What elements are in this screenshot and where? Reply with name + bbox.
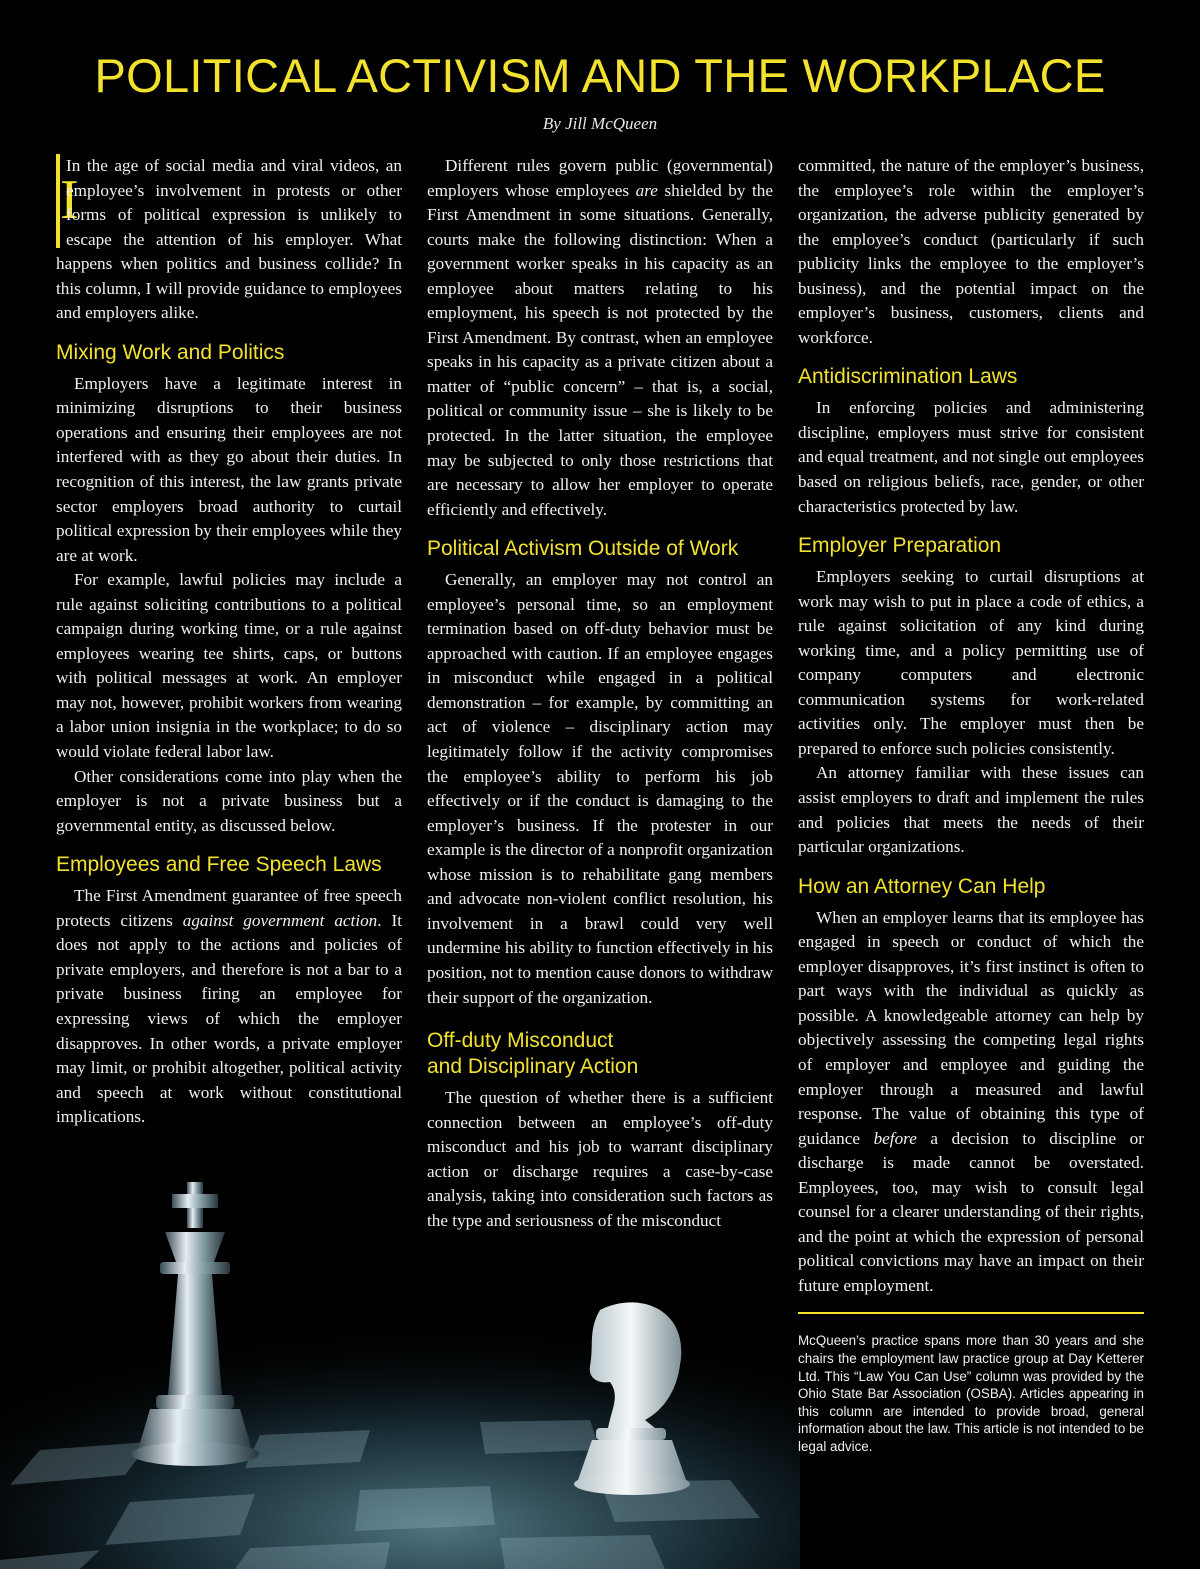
column-1: [56, 154, 402, 1130]
heading-antidiscrimination: Antidiscrimination Laws: [798, 365, 1018, 389]
heading-activism-outside: Political Activism Outside of Work: [427, 537, 739, 561]
text-run: When an employer learns that its employee has engaged in speech or conduct of which the employer disapproves, it’s first instinct is often to part ways with the individual as quickly as possible. A knowledgeable attorney can help by objectively assessing the competing legal rights of employer and employee and guiding the employer through a measured and lawful response. The value of obtaining this type of guidance: [798, 907, 1144, 1148]
paragraph: [427, 154, 773, 522]
paragraph: In enforcing policies and administering discipline, employers must strive for consistent and equal treatment, and not single out employees based on religious beliefs, race, gender, or other characteristics protected by law.: [798, 398, 1144, 516]
paragraph: [56, 884, 402, 1129]
paragraph: [798, 906, 1144, 1299]
paragraph: Employers have a legitimate interest in minimizing disruptions to their business operations and ensuring their employees are not interfered with as they go about their duties. In recognition of this interest, the law grants private sector employers broad authority to curtail political expression by their employees while they are at work.: [56, 373, 402, 565]
intro-text: In the age of social media and viral videos, an employee’s involvement in protests or other forms of political expression is unlikely to escape the attention of his employer. What happens when politics and business collide? In this column, I will provide guidance to employees and employers alike.: [56, 156, 402, 323]
emphasis: are: [635, 180, 658, 200]
column-3: [798, 154, 1144, 1456]
emphasis: against government action: [182, 910, 378, 930]
heading-attorney-help: How an Attorney Can Help: [798, 874, 1046, 898]
heading-employer-preparation: Employer Preparation: [798, 534, 1002, 558]
paragraph: Employers seeking to curtail disruptions at work may wish to put in place a code of ethics, a rule against solicitation of any kind during working time, and a policy permitting use of company computers and electronic communication systems for work-related activities only. The employer must then be prepared to enforce such policies consistently.: [798, 567, 1144, 758]
paragraph: Other considerations come into play when the employer is not a private business but a governmental entity, as discussed below.: [56, 766, 402, 835]
paragraph: committed, the nature of the employer’s business, the employee’s role within the employer’s organization, the adverse publicity generated by the employee’s conduct (particularly if such publicity links the employee to the employer’s business), and the potential impact on the employer’s business, customers, clients and workforce.: [798, 156, 1144, 347]
text-run: shielded by the First Amendment in some situations. Generally, courts make the following distinction: When a government worker speaks in his capacity as an employee about matters relating to his employment, his speech is not protected by the First Amendment. By contrast, when an employee speaks in his capacity as a private citizen about a matter of “public concern” – that is, a social, political or community issue – she is likely to be protected. In the latter situation, the employee may be subjected to only those restrictions that are necessary to allow her employer to operate efficiently and effectively.: [427, 180, 774, 519]
text-run: Different rules govern public (governmental) employers whose employees: [427, 156, 773, 200]
byline: By Jill McQueen: [542, 114, 658, 133]
heading-free-speech: Employees and Free Speech Laws: [56, 853, 382, 877]
emphasis: before: [873, 1128, 917, 1148]
text-run: a decision to discipline or discharge is made cannot be overstated. Employees, too, may wish to consult legal counsel for a clearer understanding of their rights, and the point at which the expression of personal political convictions may have an impact on their future employment.: [798, 1128, 1144, 1295]
heading-mixing-work: Mixing Work and Politics: [56, 340, 285, 364]
paragraph: Generally, an employer may not control an employee’s personal time, so an employment termination based on off-duty behavior must be approached with caution. If an employee engages in misconduct while engaged in a political demonstration – for example, by committing an act of violence – disciplinary action may legitimately follow if the activity compromises the employee’s ability to perform his job effectively or if the conduct is damaging to the employer’s business. If the protester in our example is the director of a nonprofit organization whose mission is to rehabilitate gang members and advocate non-violent conflict resolution, his involvement in a brawl could very well undermine his ability to function effectively in his position, not to mention cause donors to withdraw their support of the organization.: [427, 570, 773, 1007]
heading-offduty-misconduct: [427, 1028, 773, 1080]
author-bio: McQueen’s practice spans more than 30 years and she chairs the employment law practice group at Day Ketterer Ltd. This “Law You Can Use” column was provided by the Ohio State Bar Association (OSBA). Articles appearing in this column are intended to provide broad, general information about the law. This article is not intended to be legal advice.: [798, 1312, 1144, 1455]
column-2: [427, 154, 773, 1233]
text-run: The First Amendment guarantee of free speech protects citizens: [56, 886, 402, 930]
paragraph: An attorney familiar with these issues can assist employers to draft and implement the rules and policies that meets the needs of their particular organizations.: [798, 763, 1144, 857]
heading-line: and Disciplinary Action: [427, 1055, 639, 1079]
paragraph: For example, lawful policies may include a rule against soliciting contributions to a political campaign during working time, or a rule against employees wearing tee shirts, caps, or buttons with political messages at work. An employer may not, however, prohibit workers from wearing a labor union insignia in the workplace; to do so would violate federal labor law.: [56, 570, 402, 762]
article-title: POLITICAL ACTIVISM AND THE WORKPLACE: [94, 49, 1106, 102]
chessboard-icon: [0, 1290, 800, 1569]
heading-line: Off-duty Misconduct: [427, 1029, 614, 1053]
intro-paragraph: [56, 154, 402, 326]
text-run: . It does not apply to the actions and policies of private employers, and therefore is not a bar to a private business firing an employee for expressing views of which the employer disapproves. In other words, a private employer may limit, or prohibit altogether, political activity and speech at work without constitutional implications.: [56, 910, 402, 1127]
paragraph: The question of whether there is a sufficient connection between an employee’s off-duty misconduct and his job to warrant disciplinary action or discharge requires a case-by-case analysis, taking into consideration such factors as the type and seriousness of the misconduct: [427, 1088, 773, 1230]
drop-cap-bar: [56, 154, 79, 248]
drop-cap-letter: I: [60, 169, 79, 231]
